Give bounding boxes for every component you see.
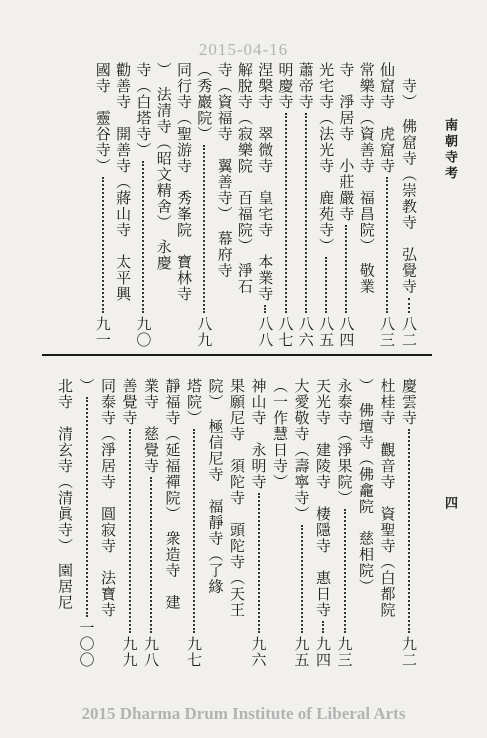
toc-entry xyxy=(376,62,398,348)
toc-leader-dots xyxy=(193,429,195,633)
toc-entry-text: 寺 淨居寺 小莊嚴寺 xyxy=(337,62,356,222)
toc-entry-text: 院） 極信尼寺 福靜寺（了緣 xyxy=(206,378,225,595)
toc-entry-text: 同行寺（聖游寺 秀峯院 寶林寺 xyxy=(175,62,193,302)
toc-page-number: 八四 xyxy=(337,316,356,348)
toc-page-number: 八八 xyxy=(256,316,275,348)
toc-entry-text: 蕭帝寺 xyxy=(296,62,315,110)
running-head-title: 南朝寺考 xyxy=(442,118,457,182)
toc-entry-text: 永泰寺（淨果院） xyxy=(335,378,354,506)
toc-entry xyxy=(269,378,291,668)
toc-entry-text: 寺（資福寺 翼善寺） 幕府寺 xyxy=(215,62,234,279)
toc-entry xyxy=(355,378,377,668)
toc-entry-text: ） xyxy=(77,378,96,394)
toc-entry xyxy=(335,62,357,348)
running-head-page-number: 四 xyxy=(442,496,457,512)
toc-leader-dots xyxy=(142,161,144,313)
toc-entry-text: ） 佛壇寺（佛龕院 慈相院） xyxy=(357,378,375,595)
toc-entry-text: 果願尼寺 須陀寺 頭陀寺（天王 xyxy=(228,378,246,618)
toc-entry-text: 涅槃寺 翠微寺 皇宅寺 本業寺 xyxy=(256,62,275,302)
toc-entry xyxy=(132,62,154,348)
toc-entry-text: 國寺 靈谷寺） xyxy=(93,62,112,174)
toc-page-number: 九八 xyxy=(142,636,160,668)
toc-entry-text: 寺） 佛窟寺（崇教寺 弘覺寺 xyxy=(400,78,418,295)
toc-leader-dots xyxy=(305,113,307,313)
toc-entry-text: 善覺寺 xyxy=(120,378,139,426)
toc-entry-text: 仙窟寺 虎窟寺 xyxy=(378,62,396,174)
toc-page-number: 九七 xyxy=(185,636,203,668)
toc-leader-dots xyxy=(386,177,388,313)
toc-entry xyxy=(275,62,297,348)
toc-entry xyxy=(234,62,256,348)
toc-entry-text: （一作慧日寺） xyxy=(271,378,289,490)
toc-entry xyxy=(226,378,248,668)
toc-page-number: 八六 xyxy=(296,316,315,348)
toc-leader-dots xyxy=(408,429,410,633)
toc-entry xyxy=(54,378,76,668)
toc-leader-dots xyxy=(203,145,205,313)
toc-page-number: 九三 xyxy=(335,636,354,668)
toc-leader-dots xyxy=(258,493,260,633)
toc-leader-dots xyxy=(86,397,88,617)
toc-entry-text: 天光寺 建陵寺 棲隱寺 惠日寺 xyxy=(314,378,332,618)
toc-entry-text: ） 法清寺（昭文精舍） 永慶 xyxy=(154,62,173,271)
toc-entry xyxy=(193,62,215,348)
toc-entry xyxy=(76,378,98,668)
toc-leader-dots xyxy=(264,305,266,313)
toc-leader-dots xyxy=(344,509,346,633)
toc-leader-dots xyxy=(129,429,131,633)
toc-entry xyxy=(173,62,195,348)
toc-entry xyxy=(112,62,134,348)
toc-entry-text: 解脫寺（寂樂院 百福院） 淨石 xyxy=(235,62,254,295)
toc-leader-dots xyxy=(102,177,104,313)
toc-entry xyxy=(214,62,236,348)
toc-page-number: 九〇 xyxy=(134,316,153,348)
toc-entry xyxy=(334,378,356,668)
toc-entry-text: 大愛敬寺（壽寧寺） xyxy=(292,378,311,522)
toc-entry xyxy=(398,78,420,348)
toc-page-number: 九四 xyxy=(314,636,332,668)
toc-entry xyxy=(97,378,119,668)
toc-entry-text: （秀巖院） xyxy=(195,62,214,142)
toc-entry-text: 慶雲寺 xyxy=(400,378,418,426)
toc-page-number: 八七 xyxy=(276,316,295,348)
toc-page-number: 九六 xyxy=(249,636,268,668)
toc-entry xyxy=(377,378,399,668)
toc-entry xyxy=(295,62,317,348)
toc-entry-text: 業寺 慈覺寺 xyxy=(142,378,160,474)
toc-entry-text: 同泰寺（淨居寺 圓寂寺 法寶寺 xyxy=(99,378,117,618)
toc-entry-text: 勸善寺 開善寺（蔣山寺 太平興 xyxy=(114,62,133,302)
toc-page-number: 八九 xyxy=(195,316,214,348)
toc-entry xyxy=(356,62,378,348)
toc-leader-dots xyxy=(325,257,327,313)
toc-entry xyxy=(254,62,276,348)
toc-leader-dots xyxy=(301,525,303,633)
toc-entry-text: 靜福寺（延福禪院） 衆造寺 建 xyxy=(163,378,182,611)
toc-page-number: 八三 xyxy=(378,316,396,348)
toc-entry xyxy=(162,378,184,668)
toc-page-number: 九一 xyxy=(93,316,112,348)
toc-entry xyxy=(398,378,420,668)
watermark-date: 2015-04-16 xyxy=(198,40,289,59)
toc-page-number: 九五 xyxy=(292,636,311,668)
toc-page-number: 九二 xyxy=(400,636,418,668)
toc-entry xyxy=(291,378,313,668)
toc-entry-text: 杜桂寺 觀音寺 資聖寺（白都院 xyxy=(378,378,397,618)
toc-entry xyxy=(119,378,141,668)
toc-entry-text: 北寺 清玄寺（清眞寺） 園居尼 xyxy=(56,378,74,611)
toc-page-number: 八五 xyxy=(317,316,336,348)
toc-entry xyxy=(92,62,114,348)
toc-entry-text: 塔院） xyxy=(185,378,203,426)
toc-entry-text: 明慶寺 xyxy=(276,62,295,110)
watermark-footer: 2015 Dharma Drum Institute of Liberal Arts xyxy=(81,704,406,723)
toc-entry xyxy=(315,62,337,348)
section-divider xyxy=(42,354,432,356)
toc-entry xyxy=(205,378,227,668)
toc-page-number: 九九 xyxy=(120,636,139,668)
toc-entry-text: 光宅寺（法光寺 鹿苑寺） xyxy=(317,62,336,254)
toc-leader-dots xyxy=(345,225,347,313)
toc-leader-dots xyxy=(150,477,152,633)
toc-entry xyxy=(153,62,175,348)
toc-leader-dots xyxy=(408,298,410,314)
toc-entry xyxy=(248,378,270,668)
toc-page-number: 八二 xyxy=(400,316,418,348)
toc-entry xyxy=(312,378,334,668)
toc-entry xyxy=(140,378,162,668)
toc-entry-text: 寺（白塔寺） xyxy=(134,62,153,158)
toc-entry-text: 常樂寺（資善寺 福昌院） 敬業 xyxy=(357,62,376,295)
toc-leader-dots xyxy=(285,113,287,313)
toc-leader-dots xyxy=(322,621,324,633)
toc-entry xyxy=(183,378,205,668)
toc-entry-text: 神山寺 永明寺 xyxy=(249,378,268,490)
toc-page-number: 一〇〇 xyxy=(77,620,96,668)
